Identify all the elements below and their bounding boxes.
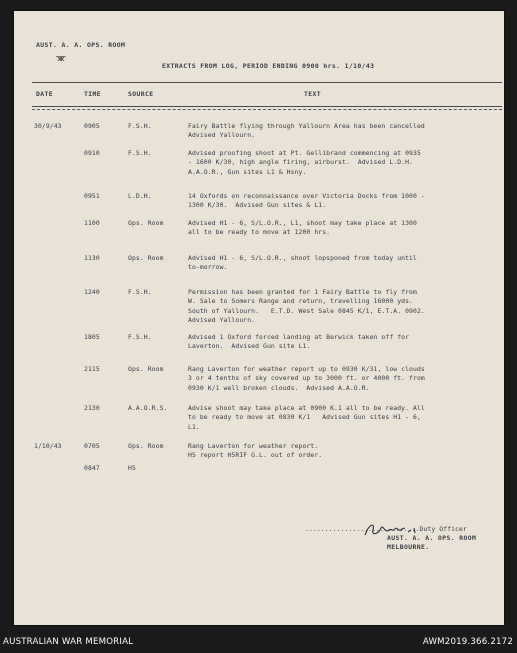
entry-text-line: Laverton. Advised Gun site L1. bbox=[188, 342, 311, 351]
entry-text-line: Permission has been granted for 1 Fairy Battle to fly from bbox=[188, 288, 417, 296]
top-rule bbox=[32, 82, 502, 83]
entry-source: F.S.H. bbox=[128, 122, 152, 130]
entry-text-line: Rang Laverton for weather report. bbox=[188, 442, 319, 450]
entry-source: F.S.H. bbox=[128, 288, 152, 296]
entry-text-line: L1. bbox=[188, 422, 200, 431]
entry-time: 1240 bbox=[84, 288, 100, 296]
entry-text-line: all to be ready to move at 1200 hrs. bbox=[188, 228, 331, 237]
entry-source: Ops. Room bbox=[128, 442, 164, 450]
entry-source: Ops. Room bbox=[128, 219, 164, 227]
entry-text-line: South of Yallourn. E.T.D. West Sale 0845 K/1, E.T.A. 0902. bbox=[188, 306, 425, 315]
city-line: MELBOURNE. bbox=[387, 543, 430, 551]
footer-accession: AWM2019.366.2172 bbox=[422, 637, 513, 647]
entry-text-line: - 1600 K/30, high angle firing, airburst. Advised L.D.H. bbox=[188, 158, 414, 167]
entry-source: F.S.H. bbox=[128, 149, 152, 157]
entry-source: Ops. Room bbox=[128, 254, 164, 262]
entry-text-line: Advised H1 - 6, S/L.O.R., shoot lopsponed from today until bbox=[188, 254, 417, 262]
footer-institution: AUSTRALIAN WAR MEMORIAL bbox=[3, 637, 134, 647]
column-date: DATE bbox=[36, 90, 53, 98]
entry-text-line: to be ready to move at 0830 K/1 Advised Gun sites H1 - 6, bbox=[188, 413, 421, 422]
entry-time: 0705 bbox=[84, 442, 100, 450]
office-line: AUST. A. A. OPS. ROOM bbox=[387, 534, 477, 542]
column-time: TIME bbox=[84, 90, 101, 98]
entry-text-line: Advised Yallourn. bbox=[188, 316, 256, 325]
entry-source: F.S.H. bbox=[128, 333, 152, 341]
entry-time: 0905 bbox=[84, 122, 100, 130]
entry-time: 0951 bbox=[84, 192, 100, 200]
entry-time: 1130 bbox=[84, 254, 100, 262]
entry-text-line: Fairy Battle flying through Yallourn Area has been cancelled bbox=[188, 122, 425, 130]
document-title: EXTRACTS FROM LOG, PERIOD ENDING 0900 hrs. 1/10/43 bbox=[162, 62, 375, 70]
entry-source: L.D.H. bbox=[128, 192, 152, 200]
handwritten-mark: ᚘ bbox=[56, 52, 66, 61]
entry-date: 30/9/43 bbox=[34, 122, 62, 130]
header-office: AUST. A. A. OPS. ROOM bbox=[36, 41, 126, 49]
entry-time: 0910 bbox=[84, 149, 100, 157]
entry-text-line: to-morrow. bbox=[188, 263, 228, 272]
entry-time: 1805 bbox=[84, 333, 100, 341]
entry-text-line: W. Sale to Somers Range and return, travelling 16000 yds. bbox=[188, 297, 414, 306]
header-rule bbox=[32, 106, 502, 107]
entry-time: 2130 bbox=[84, 404, 100, 412]
duty-officer-label: Duty Officer bbox=[419, 525, 467, 533]
entry-text-line: H5 report H5RIF G.L. out of order. bbox=[188, 451, 323, 460]
duty-officer-line: .............................Duty Officer bbox=[305, 525, 467, 533]
entry-text-line: Advised 1 Oxford forced landing at Berwick taken off for bbox=[188, 333, 410, 341]
column-source: SOURCE bbox=[128, 90, 154, 98]
document-page bbox=[14, 11, 504, 625]
entry-text-line: Rang Laverton for weather report up to 0930 K/31, low clouds bbox=[188, 365, 425, 373]
entry-source: A.A.O.R.S. bbox=[128, 404, 168, 412]
entry-text-line: A.A.O.R., Gun sites L1 & Hsny. bbox=[188, 167, 307, 176]
column-text: TEXT bbox=[304, 90, 321, 98]
entry-time: 0847 bbox=[84, 464, 100, 472]
entry-text-line: 14 Oxfords on reconnaissance over Victoria Docks from 1000 - bbox=[188, 192, 425, 200]
entry-text-line: 1300 K/30. Advised Gun sites & L1. bbox=[188, 201, 327, 210]
entry-text-line: Advise shoot may take place at 0900 K.1 all to be ready. All bbox=[188, 404, 425, 412]
entry-text-line: Advised H1 - 6, S/L.O.R., L1, shoot may take place at 1300 bbox=[188, 219, 417, 227]
header-rule-secondary bbox=[32, 109, 502, 110]
entry-text-line: Advised proofing shoot at Pt. Gellibrand commencing at 0935 bbox=[188, 149, 421, 157]
entry-time: 1100 bbox=[84, 219, 100, 227]
entry-time: 2115 bbox=[84, 365, 100, 373]
entry-text-line: 0930 K/1 well broken clouds. Advised A.A.O.R. bbox=[188, 383, 370, 392]
entry-source: H5 bbox=[128, 464, 136, 472]
entry-source: Ops. Room bbox=[128, 365, 164, 373]
entry-date: 1/10/43 bbox=[34, 442, 62, 450]
entry-text-line: Advised Yallourn. bbox=[188, 131, 256, 140]
entry-text-line: 3 or 4 tenths of sky covered up to 3000 ft. or 4000 ft. from bbox=[188, 374, 425, 383]
